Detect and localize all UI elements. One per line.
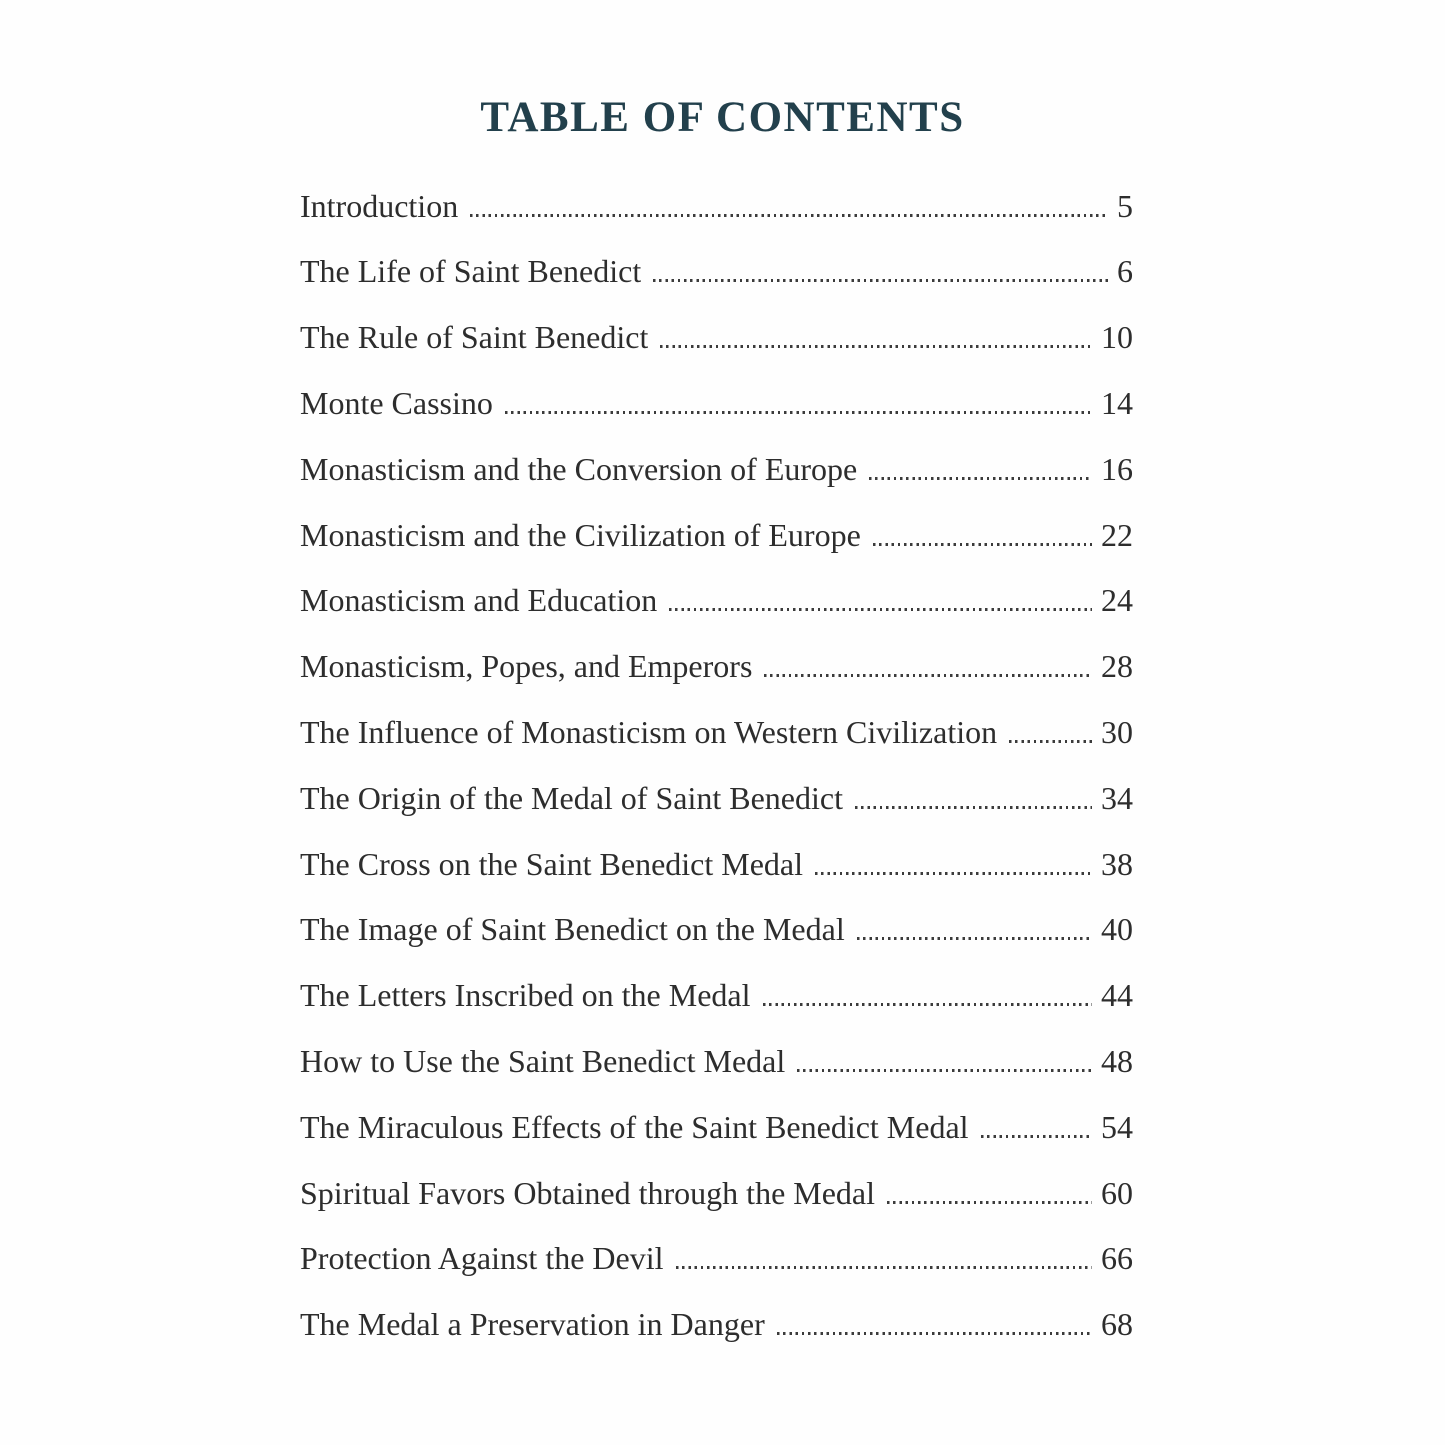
toc-entry-title: Spiritual Favors Obtained through the Medal: [300, 1174, 876, 1211]
toc-row: [300, 1095, 1133, 1161]
toc-entry-page-number: 48: [1101, 1042, 1133, 1079]
toc-entry-page-number: 54: [1101, 1108, 1133, 1145]
toc-entry-page-number: 10: [1101, 319, 1133, 356]
toc-entry-page-number: 6: [1117, 253, 1133, 290]
toc-entry-title: The Letters Inscribed on the Medal: [300, 977, 751, 1014]
toc-entry-page-number: 24: [1101, 582, 1133, 619]
toc-entry-page-number: 68: [1101, 1306, 1133, 1343]
dot-leader: [763, 1003, 1093, 1006]
dot-leader: [797, 1069, 1092, 1072]
toc-row: [300, 1292, 1133, 1358]
toc-entry-title: The Life of Saint Benedict: [300, 253, 642, 290]
toc-row: [300, 305, 1133, 371]
toc-entry-page-number: 14: [1101, 384, 1133, 421]
dot-leader: [470, 214, 1108, 217]
dot-leader: [669, 608, 1092, 611]
toc-entry-title: The Origin of the Medal of Saint Benedict: [300, 779, 843, 816]
dot-leader: [777, 1332, 1092, 1335]
toc-entry-title: Monasticism and the Conversion of Europe: [300, 450, 858, 487]
toc-entry-page-number: 66: [1101, 1240, 1133, 1277]
toc-entry-title: Protection Against the Devil: [300, 1240, 664, 1277]
toc-entry-title: Monte Cassino: [300, 384, 493, 421]
toc-entry-page-number: 60: [1101, 1174, 1133, 1211]
dot-leader: [857, 937, 1092, 940]
toc-row: [300, 1161, 1133, 1227]
toc-entry-page-number: 40: [1101, 911, 1133, 948]
toc-entry-page-number: 44: [1101, 977, 1133, 1014]
toc-row: [300, 239, 1133, 305]
dot-leader: [887, 1201, 1092, 1204]
toc-entry-title: The Cross on the Saint Benedict Medal: [300, 845, 804, 882]
toc-row: [300, 1226, 1133, 1292]
dot-leader: [764, 674, 1092, 677]
dot-leader: [873, 543, 1092, 546]
toc-entry-page-number: 28: [1101, 648, 1133, 685]
toc-entry-title: The Influence of Monasticism on Western Civilization: [300, 713, 998, 750]
toc-entry-page-number: 16: [1101, 450, 1133, 487]
toc-entry-title: The Miraculous Effects of the Saint Benedict Medal: [300, 1108, 969, 1145]
dot-leader: [653, 279, 1108, 282]
toc-row: [300, 766, 1133, 832]
dot-leader: [1009, 740, 1092, 743]
page-title: TABLE OF CONTENTS: [480, 94, 965, 141]
toc-entry-page-number: 34: [1101, 779, 1133, 816]
toc-row: [300, 634, 1133, 700]
toc-row: [300, 437, 1133, 503]
toc-list: [300, 174, 1133, 1358]
toc-row: [300, 963, 1133, 1029]
toc-entry-page-number: 30: [1101, 713, 1133, 750]
toc-row: [300, 832, 1133, 898]
toc-entry-title: The Rule of Saint Benedict: [300, 319, 649, 356]
toc-entry-page-number: 5: [1117, 187, 1133, 224]
toc-row: [300, 568, 1133, 634]
toc-row: [300, 371, 1133, 437]
toc-entry-title: The Image of Saint Benedict on the Medal: [300, 911, 845, 948]
dot-leader: [981, 1135, 1092, 1138]
dot-leader: [869, 477, 1092, 480]
toc-entry-page-number: 22: [1101, 516, 1133, 553]
toc-entry-title: The Medal a Preservation in Danger: [300, 1306, 765, 1343]
toc-entry-title: Introduction: [300, 187, 459, 224]
toc-entry-title: Monasticism, Popes, and Emperors: [300, 648, 753, 685]
dot-leader: [855, 806, 1092, 809]
toc-row: [300, 700, 1133, 766]
dot-leader: [660, 345, 1092, 348]
toc-row: [300, 897, 1133, 963]
toc-entry-title: How to Use the Saint Benedict Medal: [300, 1042, 786, 1079]
dot-leader: [505, 411, 1092, 414]
toc-row: [300, 503, 1133, 569]
toc-row: [300, 1029, 1133, 1095]
dot-leader: [815, 872, 1092, 875]
toc-entry-page-number: 38: [1101, 845, 1133, 882]
toc-row: [300, 174, 1133, 240]
toc-entry-title: Monasticism and Education: [300, 582, 658, 619]
dot-leader: [676, 1266, 1093, 1269]
toc-entry-title: Monasticism and the Civilization of Europe: [300, 516, 861, 553]
